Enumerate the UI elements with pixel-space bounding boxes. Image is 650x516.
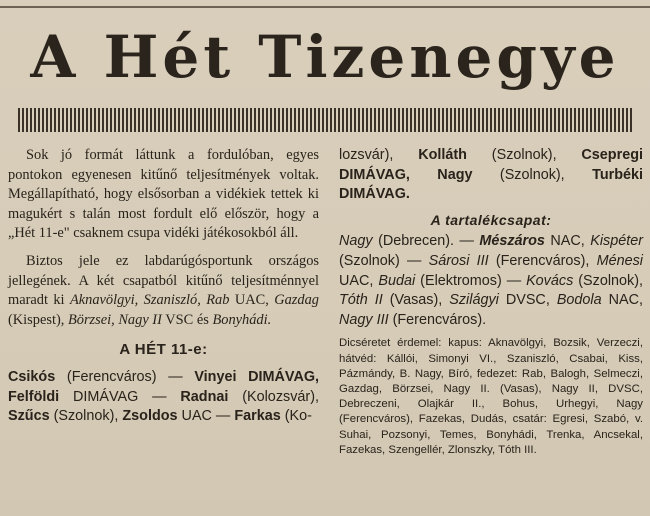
intro-2-text: Biztos jele ez labdarúgósportunk országos jellegének. A két csapatból kitűnő teljesítménnyel maradt ki [8,252,319,309]
player-club: (Szolnok), [499,166,565,183]
player-name: Vinyei DIMÁVAG, [194,368,320,385]
lineup-heading: A HÉT 11-e: [119,341,208,359]
praise-paragraph: Dicséretet érdemel: kapus: Aknavölgyi, Bozsik, Verzeczi, hátvéd: Kállói, Simonyi VI., Szaniszló, Csabai, Kiss, Pázmándy, B. Nagy, Bíró, fedezet: Rab, Balogh, Selmeczi, Gazdag, Börzsei, Nagy II. (Vasas), Nagy II, DVSC, Debreczeni, Olajkár II., Bohus, Urhegyi, Nagy (Ferencváros), Fazekas, Dudás, csatár: Egresi, Szabó, v. Suhai, Pozsonyi, Temes, Bonyhádi, Trenka, Ancsekal, Fazekas, Szengellér, Zlonszky, Tóth III. [339,337,643,456]
reserve-name: Mészáros [479,233,545,250]
player-name: Kolláth [418,147,467,163]
reserve-club: (Ferencváros). [392,311,487,328]
lineup-list [8,368,319,427]
player-name: Szűcs [8,408,50,425]
player-name: Felföldi [8,388,60,405]
reserve-club: DVSC, [505,292,550,309]
reserve-name: Kispéter [590,233,644,250]
intro-paragraph-2 [8,252,319,330]
reserve-club: (Szolnok) — [339,252,422,269]
reserve-club: NAC, [608,292,643,309]
intro-2-name3: Börzsei, Nagy II [67,311,162,328]
player-name: Zsoldos [122,408,178,425]
reserve-name: Bodola [556,292,602,309]
decorative-rule [18,108,632,132]
intro-2-name4: Bonyhádi. [212,311,272,328]
lineup-continued [339,146,643,205]
reserve-club: (Vasas), [389,292,443,309]
reserve-club: (Szolnok), [578,272,644,289]
reserve-name: Tóth II [339,292,383,309]
intro-2-names: Aknavölgyi, Szaniszló, Rab [69,292,230,309]
reserve-club: UAC, [339,272,374,289]
player-name: Turbéki [592,166,644,183]
intro-2-mid3: VSC és [165,311,209,328]
reserve-name: Kovács [526,272,574,289]
reserve-club: (Ferencváros), [495,252,590,269]
reserve-name: Sárosi III [428,252,489,269]
player-club: lozsvár), [339,147,394,163]
player-name: Csikós [8,368,56,385]
player-club: DIMÁVAG — [73,388,167,405]
top-border-line [0,6,650,8]
right-column [339,146,643,458]
reserve-club: NAC, [550,233,585,250]
player-club: UAC — [181,408,231,425]
player-name: Nagy [437,166,473,183]
reserve-heading: A tartalékcsapat: [430,211,552,228]
intro-2-mid2: (Kispest), [8,311,65,328]
intro-paragraph-1: Sok jó formát láttunk a fordulóban, egyes pontokon egyenesen kitűnő teljesítmények voltak. Megállapítható, hogy elsősorban a vidékiek tettek ki magukért s talán most fordult elő először, hogy a „Hét 11-e" csaknem csupa vidéki játékosokból áll. [8,147,319,242]
player-club: DIMÁVAG. [339,186,410,203]
intro-2-mid1: UAC, [234,292,269,309]
reserve-name: Szilágyi [449,292,499,309]
reserve-club: (Debrecen). — [378,233,474,250]
player-name: Farkas [234,408,281,425]
reserve-list [339,232,643,330]
player-club: (Kolozsvár), [242,388,319,405]
left-column [8,146,319,427]
reserve-name: Ménesi [596,252,643,269]
player-club: (Ko- [284,408,312,425]
player-name: Radnai [180,388,229,405]
page-title: A Hét Tizenegye [30,23,620,91]
player-club: (Ferencváros) — [66,368,183,385]
intro-2-name2: Gazdag [274,292,319,309]
reserve-name: Nagy III [339,311,389,328]
player-club: (Szolnok), [491,147,557,163]
reserve-club: (Elektromos) — [420,272,522,289]
player-club: (Szolnok), [53,408,119,425]
player-club: DIMÁVAG, [339,166,410,183]
reserve-name: Nagy [339,233,373,250]
reserve-name: Budai [378,272,416,289]
player-name: Csepregi [581,147,643,163]
